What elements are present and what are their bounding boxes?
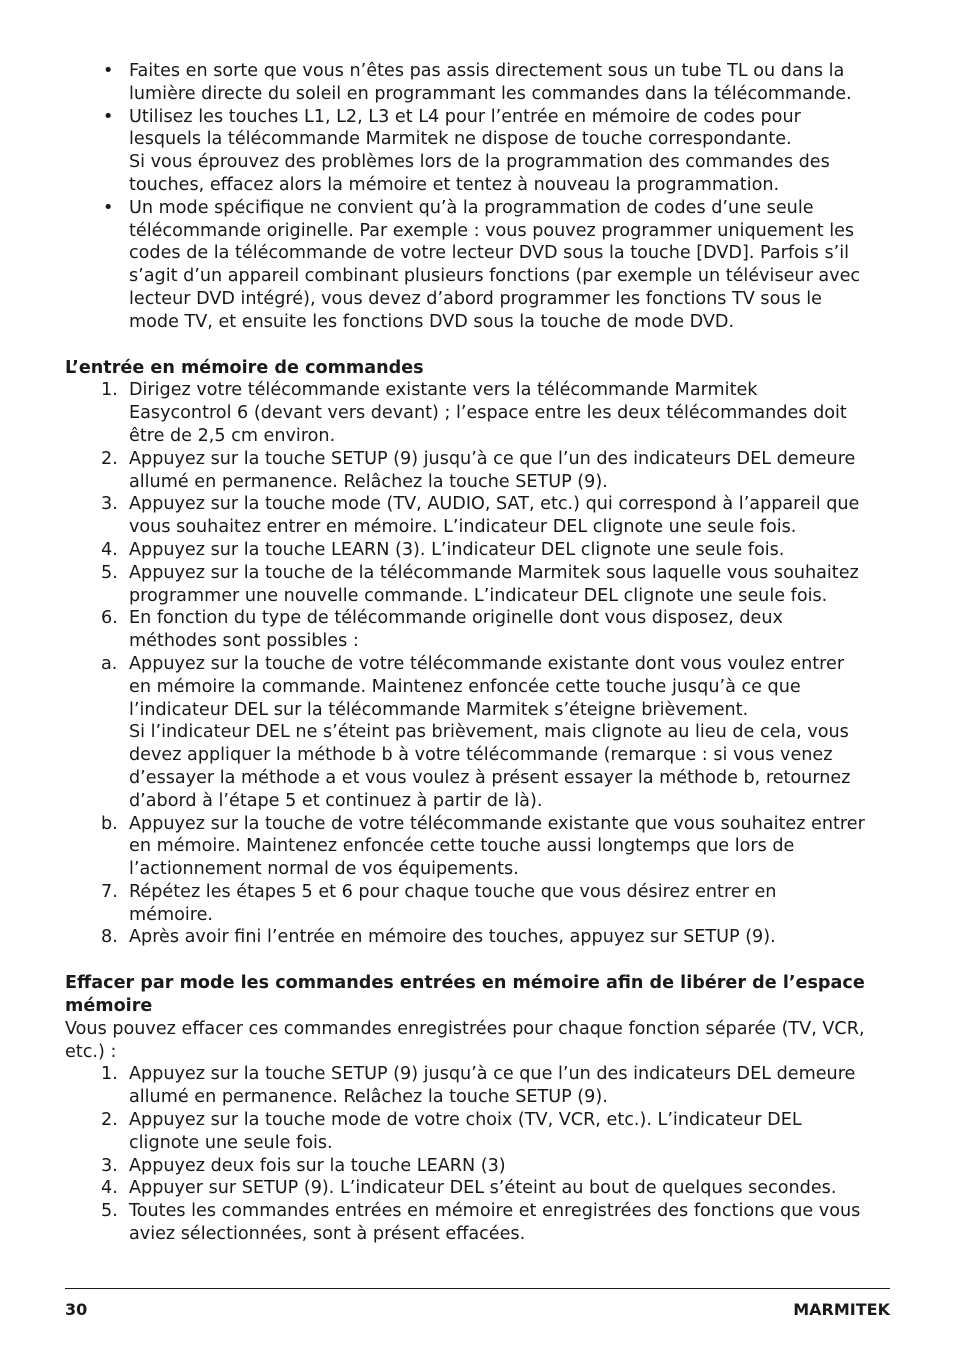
footer-divider	[65, 1288, 890, 1289]
step-marker: 4.	[101, 539, 118, 560]
page-content	[65, 60, 865, 1246]
step-item	[65, 607, 865, 653]
step-text: Appuyer sur SETUP (9). L’indicateur DEL s’éteint au bout de quelques secondes.	[129, 1178, 837, 1199]
step-text: Dirigez votre télécommande existante vers la télécommande Marmitek Easycontrol 6 (devant vers devant) ; l’espace entre les deux télécommandes doit être de 2,5 cm environ.	[129, 380, 847, 446]
page-number: 30	[65, 1300, 88, 1319]
step-marker: 1.	[101, 1064, 118, 1085]
step-text: Appuyez sur la touche mode de votre choix (TV, VCR, etc.). L’indicateur DEL clignote une seule fois.	[129, 1110, 802, 1153]
tip-item	[65, 60, 865, 106]
step-marker: 1.	[101, 380, 118, 401]
tip-paragraph: • Utilisez les touches L1, L2, L3 et L4 pour l’entrée en mémoire de codes pour lesquels la télécommande Marmitek ne dispose de touche correspondante.	[129, 106, 801, 150]
step-item	[65, 1063, 865, 1109]
erase-steps	[65, 1063, 865, 1245]
step-item	[65, 1109, 865, 1155]
step-text: Appuyez sur la touche SETUP (9) jusqu’à ce que l’un des indicateurs DEL demeure allumé en permanence. Relâchez la touche SETUP (9).	[129, 1064, 856, 1108]
step-item	[65, 1200, 865, 1246]
step-marker: 2.	[101, 1110, 118, 1131]
section-intro: Vous pouvez effacer ces commandes enregistrées pour chaque fonction séparée (TV, VCR, etc.) :	[65, 1018, 865, 1062]
section-heading-erase: Effacer par mode les commandes entrées en mémoire afin de libérer de l’espace mémoire	[65, 973, 865, 1017]
step-marker: 5.	[101, 1201, 118, 1222]
step-text: Appuyez deux fois sur la touche LEARN (3)	[129, 1155, 506, 1176]
step-marker: 8.	[101, 927, 118, 948]
step-marker: 4.	[101, 1178, 118, 1199]
step-marker: 3.	[101, 1155, 118, 1176]
step-item	[65, 448, 865, 494]
step-item	[65, 493, 865, 539]
step-marker: a.	[101, 653, 118, 674]
brand-name: MARMITEK	[793, 1300, 890, 1319]
step-marker: 6.	[101, 608, 118, 629]
step-marker: 5.	[101, 562, 118, 583]
step-text: Appuyez sur la touche LEARN (3). L’indicateur DEL clignote une seule fois.	[129, 539, 785, 560]
step-text: Appuyez sur la touche de votre télécommande existante dont vous voulez entrer en mémoire la commande. Maintenez enfoncée cette touche jusqu’à ce que l’indicateur DEL sur la télécommande Marmitek s’éteigne brièvement.	[129, 653, 845, 720]
step-item	[65, 1177, 865, 1200]
tip-paragraph: • Faites en sorte que vous n’êtes pas assis directement sous un tube TL ou dans la lumière directe du soleil en programmant les commandes dans la télécommande.	[129, 61, 852, 104]
step-text: En fonction du type de télécommande originelle dont vous disposez, deux méthodes sont possibles :	[129, 608, 783, 652]
step-item	[65, 881, 865, 927]
step-item	[65, 813, 865, 881]
step-item	[65, 562, 865, 608]
tips-list	[65, 60, 865, 334]
tip-paragraph: • Un mode spécifique ne convient qu’à la programmation de codes d’une seule télécommande originelle. Par exemple : vous pouvez programmer uniquement les codes de la télécommande de votre lecteur DVD sous la touche [DVD]. Parfois s’il s’agit d’un appareil combinant plusieurs fonctions (par exemple un téléviseur avec lecteur DVD intégré), vous devez d’abord programmer les fonctions TV sous le mode TV, et ensuite les fonctions DVD sous la touche de mode DVD.	[129, 197, 861, 332]
step-text: Appuyez sur la touche de votre télécommande existante que vous souhaitez entrer en mémoire. Maintenez enfoncée cette touche aussi longtemps que lors de l’actionnement normal de vos équipements.	[129, 813, 865, 880]
step-text: Répétez les étapes 5 et 6 pour chaque touche que vous désirez entrer en mémoire.	[129, 881, 777, 925]
step-item	[65, 653, 865, 813]
step-item	[65, 1155, 865, 1178]
tip-item	[65, 197, 865, 334]
step-marker: 7.	[101, 881, 118, 902]
step-item	[65, 926, 865, 949]
step-text: Toutes les commandes entrées en mémoire et enregistrées des fonctions que vous aviez sélectionnées, sont à présent effacées.	[129, 1201, 861, 1245]
step-text: Appuyez sur la touche de la télécommande Marmitek sous laquelle vous souhaitez programmer une nouvelle commande. L’indicateur DEL clignote une seule fois.	[129, 562, 859, 606]
step-marker: b.	[101, 813, 118, 834]
step-text: Après avoir fini l’entrée en mémoire des touches, appuyez sur SETUP (9).	[129, 927, 776, 948]
step-text: Appuyez sur la touche SETUP (9) jusqu’à ce que l’un des indicateurs DEL demeure allumé en permanence. Relâchez la touche SETUP (9).	[129, 448, 856, 492]
tip-paragraph: Si vous éprouvez des problèmes lors de la programmation des commandes des touches, effacez alors la mémoire et tentez à nouveau la programmation.	[129, 152, 830, 195]
step-marker: 3.	[101, 494, 118, 515]
step-marker: 2.	[101, 448, 118, 469]
learning-steps	[65, 379, 865, 949]
step-text: Si l’indicateur DEL ne s’éteint pas brièvement, mais clignote au lieu de cela, vous devez appliquer la méthode b à votre télécommande (remarque : si vous venez d’essayer la méthode a et vous voulez à présent essayer la méthode b, retournez d’abord à l’étape 5 et continuez à partir de là).	[129, 722, 851, 811]
section-heading-learning: L’entrée en mémoire de commandes	[65, 357, 424, 378]
step-text: Appuyez sur la touche mode (TV, AUDIO, SAT, etc.) qui correspond à l’appareil que vous souhaitez entrer en mémoire. L’indicateur DEL clignote une seule fois.	[129, 494, 860, 538]
step-item	[65, 539, 865, 562]
tip-item	[65, 106, 865, 197]
step-item	[65, 379, 865, 447]
